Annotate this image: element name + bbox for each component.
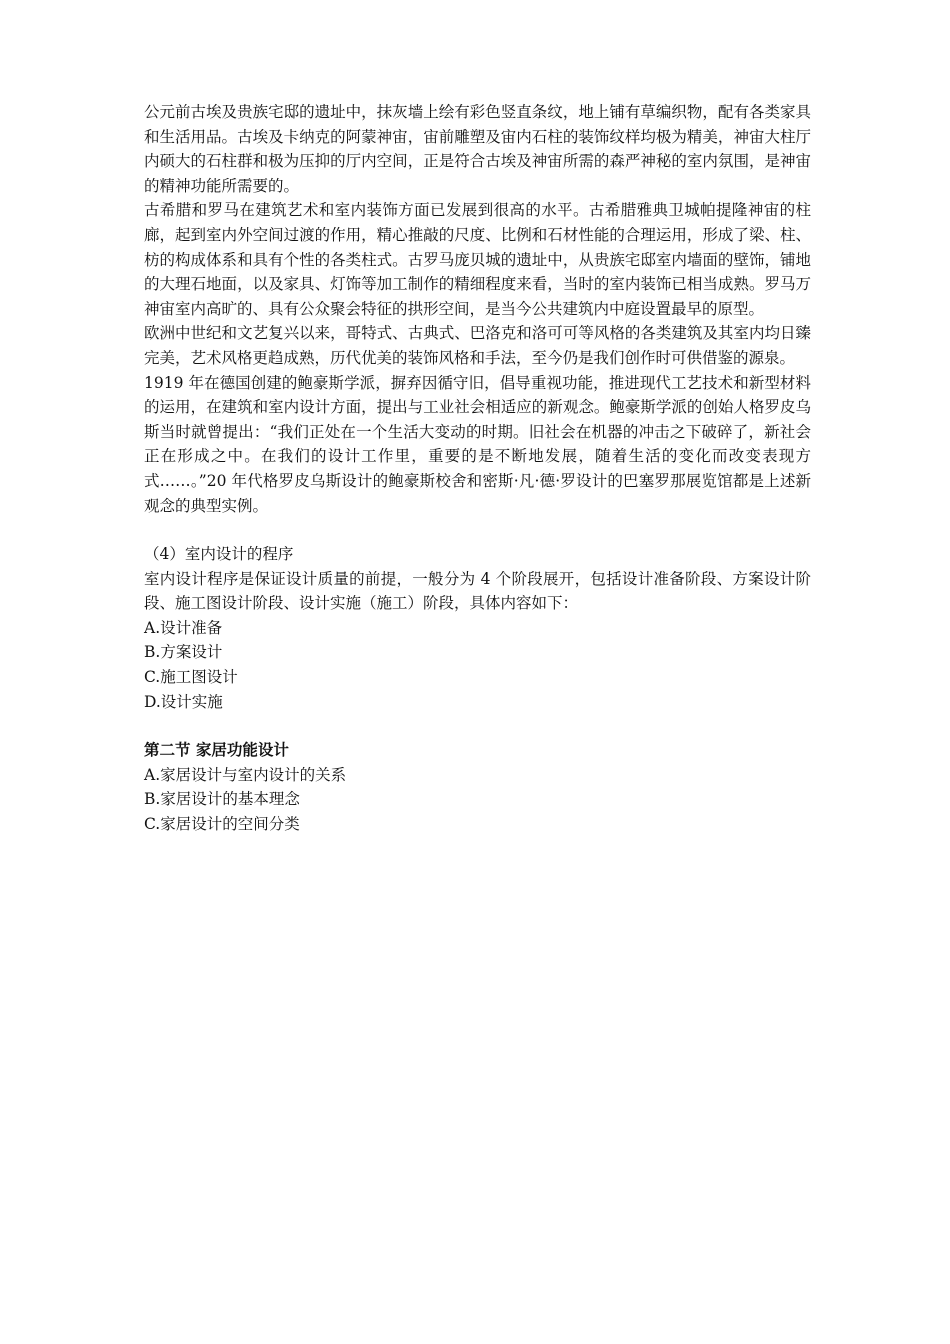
paragraph-ancient-egypt: 公元前古埃及贵族宅邸的遗址中，抹灰墙上绘有彩色竖直条纹，地上铺有草编织物，配有各类家具和生活用品。古埃及卡纳克的阿蒙神宙，宙前雕塑及宙内石柱的装饰纹样均极为精美，神宙大柱厅内硕大的石柱群和极为压抑的厅内空间，正是符合古埃及神宙所需的森严神秘的室内氛围，是神宙的精神功能所需要的。: [144, 103, 811, 195]
paragraph-spacer: [144, 518, 811, 542]
section-item: C.家居设计的空间分类: [144, 815, 300, 834]
section-item: A.家居设计与室内设计的关系: [144, 765, 347, 784]
document-page: [144, 100, 811, 837]
paragraph-bauhaus: 1919 年在德国创建的鲍豪斯学派，摒弃因循守旧，倡导重视功能，推进现代工艺技术和新型材料的运用，在建筑和室内设计方面，提出与工业社会相适应的新观念。鲍豪斯学派的创始人格罗皮乌斯当时就曾提出：“我们正处在一个生活大变动的时期。旧社会在机器的冲击之下破碎了，新社会正在形成之中。在我们的设计工作里，重要的是不断地发展，随着生活的变化而改变表现方式……。”20 年代格罗皮乌斯设计的鲍豪斯校舍和密斯·凡·德·罗设计的巴塞罗那展览馆都是上述新观念的典型实例。: [144, 373, 811, 515]
procedure-heading: （4）室内设计的程序: [144, 545, 294, 564]
procedure-item: A.设计准备: [144, 618, 223, 637]
procedure-intro: 室内设计程序是保证设计质量的前提，一般分为 4 个阶段展开，包括设计准备阶段、方案设计阶段、施工图设计阶段、设计实施（施工）阶段，具体内容如下：: [144, 569, 811, 613]
paragraph-medieval-renaissance: 欧洲中世纪和文艺复兴以来，哥特式、古典式、巴洛克和洛可可等风格的各类建筑及其室内均日臻完美，艺术风格更趋成熟，历代优美的装饰风格和手法，至今仍是我们创作时可供借鉴的源泉。: [144, 324, 811, 367]
section-spacer: [144, 714, 811, 738]
paragraph-greece-rome: 古希腊和罗马在建筑艺术和室内装饰方面已发展到很高的水平。古希腊雅典卫城帕提隆神宙的柱廊，起到室内外空间过渡的作用，精心推敲的尺度、比例和石材性能的合理运用，形成了梁、柱、枋的构成体系和具有个性的各类柱式。古罗马庞贝城的遗址中，从贵族宅邸室内墙面的壁饰，铺地的大理石地面，以及家具、灯饰等加工制作的精细程度来看，当时的室内装饰已相当成熟。罗马万神宙室内高旷的、具有公众聚会特征的拱形空间，是当今公共建筑内中庭设置最早的原型。: [144, 201, 811, 318]
section-item: B.家居设计的基本理念: [144, 790, 300, 809]
procedure-item: B.方案设计: [144, 643, 223, 662]
section-heading: 第二节 家居功能设计: [144, 741, 289, 760]
procedure-item: D.设计实施: [144, 692, 223, 711]
procedure-item: C.施工图设计: [144, 668, 238, 687]
